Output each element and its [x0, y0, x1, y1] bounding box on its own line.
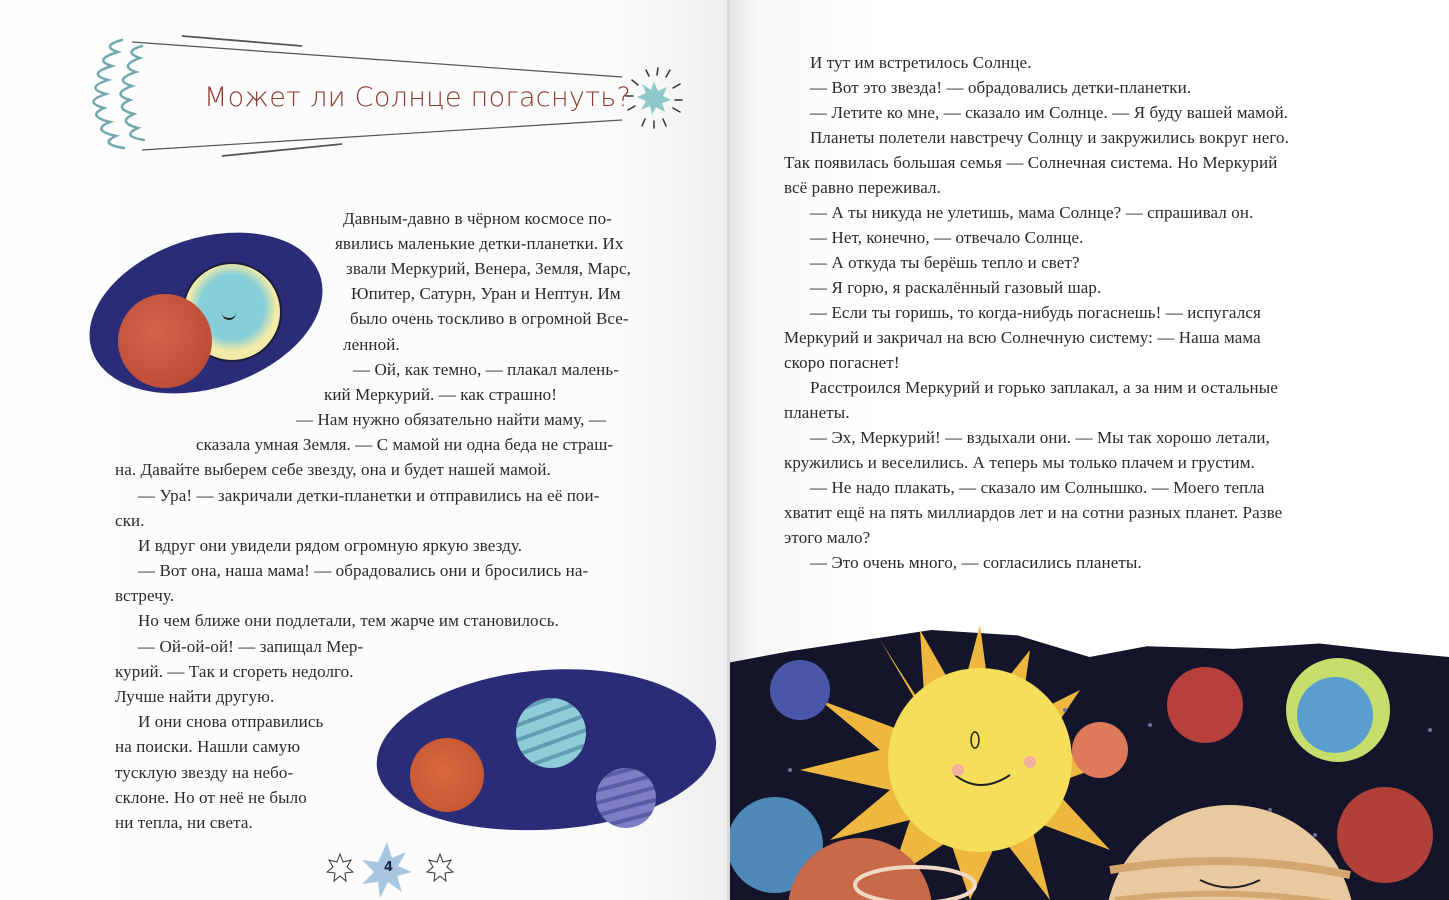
- text-line: И вдруг они увидели рядом огромную яркую звезду.: [138, 536, 523, 555]
- text-line: на поиски. Нашли самую: [115, 737, 301, 756]
- page-title: Может ли Солнце погаснуть?: [204, 82, 632, 113]
- text-line: Расстроился Меркурий и горько заплакал, а за ним и остальные: [810, 378, 1278, 397]
- text-line: — Это очень много, — согласились планеты.: [810, 553, 1142, 572]
- text-line: И они снова отправились: [138, 712, 324, 731]
- text-line: склоне. Но от неё не было: [115, 788, 307, 807]
- text-line: курий. — Так и сгореть недолго.: [115, 662, 354, 681]
- text-line: — Летите ко мне, — сказало им Солнце. — Я буду вашей мамой.: [810, 103, 1289, 122]
- text-line: — Ой, как темно, — плакал малень-: [353, 360, 619, 379]
- text-line: этого мало?: [784, 528, 871, 547]
- text-line: Лучше найти другую.: [115, 687, 275, 706]
- sun-and-planets-art: [730, 610, 1449, 900]
- text-line: Юпитер, Сатурн, Уран и Нептун. Им: [351, 284, 621, 303]
- text-line: — А откуда ты берёшь тепло и свет?: [810, 253, 1080, 272]
- text-line: Давным-давно в чёрном космосе по-: [343, 209, 612, 228]
- text-line: явились маленькие детки-планетки. Их: [335, 234, 624, 253]
- text-line: ленной.: [343, 335, 400, 354]
- text-line: Меркурий и закричал на всю Солнечную систему: — Наша мама: [784, 328, 1261, 347]
- text-line: встречу.: [115, 586, 175, 605]
- text-line: хватит ещё на пять миллиардов лет и на сотни разных планет. Разве: [784, 503, 1283, 522]
- text-line: планеты.: [784, 403, 850, 422]
- burst-star-icon: [626, 68, 682, 128]
- text-line: ски.: [115, 511, 145, 530]
- text-line: И тут им встретилось Солнце.: [810, 53, 1032, 72]
- text-line: сказала умная Земля. — С мамой ни одна беда не страш-: [196, 435, 614, 454]
- text-line: — А ты никуда не улетишь, мама Солнце? — спрашивал он.: [810, 203, 1254, 222]
- page-number: 4: [384, 860, 394, 875]
- text-line: кий Меркурий. — как страшно!: [324, 385, 558, 404]
- text-line: всё равно переживал.: [784, 178, 941, 197]
- text-line: кружились и веселились. А теперь мы только плачем и грустим.: [784, 453, 1255, 472]
- text-line: — Ура! — закричали детки-планетки и отправились на её пои-: [138, 486, 600, 505]
- text-line: — Если ты горишь, то когда-нибудь погаснешь! — испугался: [810, 303, 1261, 322]
- text-line: — Нам нужно обязательно найти маму, —: [296, 410, 606, 429]
- text-line: — Я горю, я раскалённый газовый шар.: [810, 278, 1102, 297]
- text-line: — Не надо плакать, — сказало им Солнышко. — Моего тепла: [810, 478, 1265, 497]
- text-line: на. Давайте выберем себе звезду, она и будет нашей мамой.: [115, 460, 551, 479]
- three-planets-icon: [370, 650, 722, 850]
- text-line: — Вот она, наша мама! — обрадовались они и бросились на-: [138, 561, 589, 580]
- text-line: — Вот это звезда! — обрадовались детки-планетки.: [810, 78, 1192, 97]
- text-line: ни тепла, ни света.: [115, 813, 253, 832]
- text-line: Планеты полетели навстречу Солнцу и закружились вокруг него.: [810, 128, 1289, 147]
- text-line: было очень тоскливо в огромной Все-: [350, 309, 629, 328]
- text-line: скоро погаснет!: [784, 353, 900, 372]
- mars-and-earth-icon: [82, 228, 332, 403]
- title-banner: [82, 32, 702, 162]
- text-line: тусклую звезду на небо-: [115, 763, 294, 782]
- text-line: звали Меркурий, Венера, Земля, Марс,: [346, 259, 631, 278]
- text-line: — Эх, Меркурий! — вздыхали они. — Мы так хорошо летали,: [810, 428, 1270, 447]
- text-line: — Нет, конечно, — отвечало Солнце.: [810, 228, 1084, 247]
- text-line: Но чем ближе они подлетали, тем жарче им становилось.: [138, 611, 559, 630]
- text-line: Так появилась большая семья — Солнечная система. Но Меркурий: [784, 153, 1278, 172]
- page-stars-icon: [322, 840, 472, 900]
- text-line: — Ой-ой-ой! — запищал Мер-: [138, 637, 364, 656]
